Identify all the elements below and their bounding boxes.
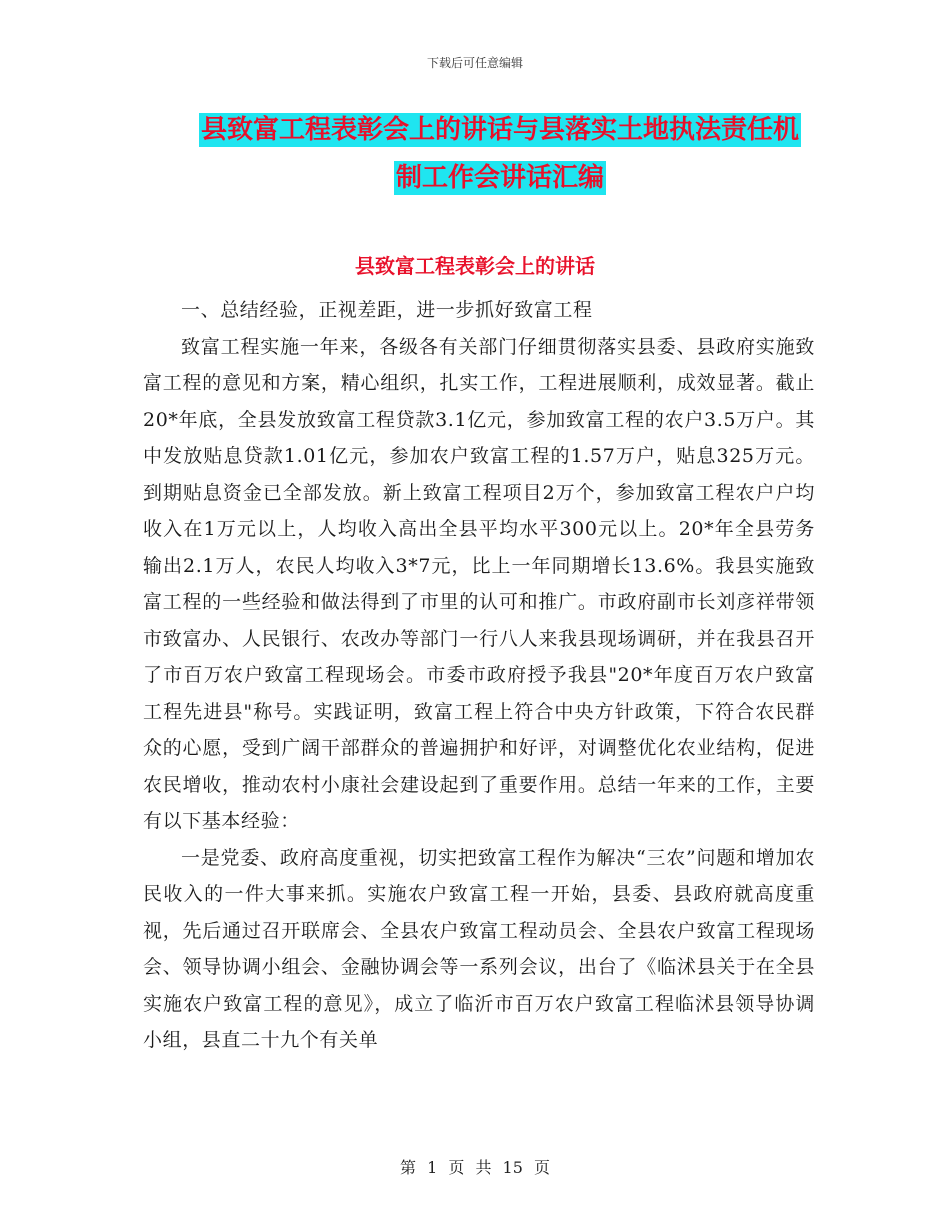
paragraph-heading: 一、总结经验，正视差距，进一步抓好致富工程 (181, 299, 593, 321)
paragraph: 一是党委、政府高度重视，切实把致富工程作为解决“三农”问题和增加农民收入的一件大事来抓。实施农户致富工程一开始，县委、县政府就高度重视，先后通过召开联席会、全县农户致富工程动员会、全县农户致富工程现场会、领导协调小组会、金融协调会等一系列会议，出台了《临沭县关于在全县实施农户致富工程的意见》，成立了临沂市百万农户致富工程临沭县领导协调小组，县直二十九个有关单 (143, 846, 815, 1051)
document-title (150, 106, 850, 202)
body-text (143, 292, 815, 1059)
title-line-1: 县致富工程表彰会上的讲话与县落实土地执法责任机 (200, 115, 799, 145)
header-note: 下载后可任意编辑 (426, 56, 523, 70)
page-number: 第 1 页 共 15 页 (400, 1158, 550, 1177)
paragraph: 致富工程实施一年来，各级各有关部门仔细贯彻落实县委、县政府实施致富工程的意见和方案，精心组织，扎实工作，工程进展顺利，成效显著。截止20*年底，全县发放致富工程贷款3.1亿元，参加致富工程的农户3.5万户。其中发放贴息贷款1.01亿元，参加农户致富工程的1.57万户，贴息325万元。到期贴息资金已全部发放。新上致富工程项目2万个，参加致富工程农户户均收入在1万元以上，人均收入高出全县平均水平300元以上。20*年全县劳务输出2.1万人，农民人均收入3*7元，比上一年同期增长13.6%。我县实施致富工程的一些经验和做法得到了市里的认可和推广。市政府副市长刘彦祥带领市致富办、人民银行、农改办等部门一行八人来我县现场调研，并在我县召开了市百万农户致富工程现场会。市委市政府授予我县"20*年度百万农户致富工程先进县"称号。实践证明，致富工程上符合中央方针政策，下符合农民群众的心愿，受到广阔干部群众的普遍拥护和好评，对调整优化农业结构，促进农民增收，推动农村小康社会建设起到了重要作用。总结一年来的工作，主要有以下基本经验： (143, 335, 815, 832)
title-line-2: 制工作会讲话汇编 (395, 163, 604, 193)
section-title: 县致富工程表彰会上的讲话 (355, 254, 595, 278)
